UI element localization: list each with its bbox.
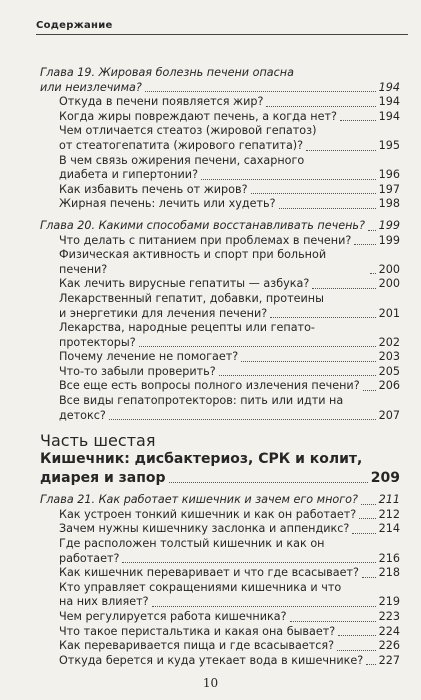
toc-entry-page: 194	[378, 95, 400, 109]
toc-entry	[40, 95, 400, 110]
toc-entry-title: Все еще есть вопросы полного излечения печени?	[59, 379, 360, 393]
chapter-19-title-line	[40, 66, 400, 81]
toc-entry-page: 214	[378, 522, 400, 536]
toc-entry-page: 195	[378, 138, 400, 152]
toc-entry-title: Как устроен тонкий кишечник и как он работает?	[59, 507, 357, 521]
toc-entry-title: Как избавить печень от жиров?	[59, 182, 248, 196]
chapter-19-entry	[40, 81, 400, 96]
toc-entry-title: Физическая активность и спорт при больной печени?	[59, 248, 327, 276]
toc-entry	[40, 350, 400, 365]
toc-entry-page: 226	[378, 639, 400, 653]
toc-entry-title: Откуда берется и куда утекает вода в кишечнике?	[59, 653, 364, 667]
toc-entry	[40, 639, 400, 654]
toc-entry-page: 200	[378, 262, 400, 276]
toc-entry	[40, 124, 400, 139]
toc-entry	[40, 595, 400, 610]
dot-leader	[266, 106, 375, 107]
toc-entry-title: Лекарства, народные рецепты или гепато-	[59, 321, 315, 335]
chapter-21-page: 211	[378, 493, 400, 507]
toc-entry	[40, 307, 400, 322]
dot-leader	[139, 346, 376, 347]
toc-entry-page: 218	[378, 566, 400, 580]
toc-entry	[40, 321, 400, 336]
toc-entry-title: Кто управляет сокращениями кишечника и что	[59, 580, 342, 594]
toc-entry-title: Почему лечение не помогает?	[59, 350, 239, 364]
chapter-19-items	[40, 95, 400, 212]
chapter-21-entry	[40, 493, 400, 508]
toc-entry	[40, 292, 400, 307]
part-6-title-line2: диарея и запор	[40, 470, 166, 487]
chapter-19-title-part1: Глава 19. Жировая болезнь печени опасна	[40, 66, 294, 79]
dot-leader	[290, 621, 376, 622]
toc-entry-title: Зачем нужны кишечнику заслонка и аппендикс?	[59, 522, 350, 536]
part-6-page: 209	[370, 470, 400, 487]
toc-entry-page: 194	[378, 109, 400, 123]
toc-entry	[40, 581, 400, 596]
chapter-19-page: 194	[378, 80, 400, 94]
toc-entry-title: Что-то забыли проверить?	[59, 364, 216, 378]
toc-entry-page: 197	[378, 182, 400, 196]
toc-entry-page: 227	[378, 653, 400, 667]
dot-leader	[338, 635, 375, 636]
part-6-entry	[40, 469, 400, 488]
dot-leader	[201, 179, 376, 180]
toc-entry	[40, 379, 400, 394]
dot-leader	[145, 91, 376, 92]
toc-entry	[40, 409, 400, 424]
toc-entry	[40, 110, 400, 125]
toc-entry-page: 196	[378, 168, 400, 182]
toc-entry	[40, 183, 400, 198]
toc-entry-page: 206	[378, 379, 400, 393]
toc-entry	[40, 139, 400, 154]
toc-entry-page: 207	[378, 408, 400, 422]
dot-leader	[241, 361, 375, 362]
toc-entry-title: детокс?	[59, 408, 106, 422]
toc-entry-title: Все виды гепатопротекторов: пить или идти на	[59, 394, 344, 408]
toc-entry-page: 202	[378, 335, 400, 349]
toc-entry	[40, 394, 400, 409]
chapter-20-items	[40, 234, 400, 424]
dot-leader	[122, 562, 375, 563]
toc-entry	[40, 154, 400, 169]
toc-entry-title: от стеатогепатита (жирового гепатита)?	[59, 138, 304, 152]
toc-entry-page: 212	[378, 507, 400, 521]
toc-entry	[40, 277, 400, 292]
toc-entry-title: Когда жиры повреждают печень, а когда нет?	[59, 109, 337, 123]
dot-leader	[306, 150, 376, 151]
toc-entry-title: Как переваривается пища и где всасывается?	[59, 639, 335, 653]
toc-entry	[40, 234, 400, 249]
toc-entry-title: Жирная печень: лечить или худеть?	[59, 197, 276, 211]
running-header: Содержание	[36, 20, 408, 35]
dot-leader	[363, 390, 376, 391]
toc-entry-title: Откуда в печени появляется жир?	[59, 95, 264, 109]
toc-entry-page: 223	[378, 610, 400, 623]
chapter-19-title-part2: или неизлечима?	[40, 80, 142, 94]
toc-entry-page: 205	[378, 364, 400, 378]
dot-leader	[362, 577, 376, 578]
toc-entry	[40, 168, 400, 183]
dot-leader	[337, 650, 376, 651]
toc-entry-title: Что такое перистальтика и какая она бывает?	[59, 624, 336, 638]
dot-leader	[109, 419, 376, 420]
toc-entry-title: Как кишечник переваривает и что где всасывает?	[59, 566, 359, 580]
dot-leader	[352, 533, 375, 534]
dot-leader	[340, 120, 376, 121]
toc-entry	[40, 610, 400, 625]
part-6-label: Часть шестая	[40, 431, 156, 451]
dot-leader	[152, 606, 376, 607]
toc-entry	[40, 522, 400, 537]
dot-leader	[361, 504, 376, 505]
toc-entry-title: Чем регулируется работа кишечника?	[59, 610, 287, 623]
dot-leader	[169, 482, 368, 483]
toc-entry	[40, 336, 400, 351]
toc-entry	[40, 625, 400, 640]
dot-leader	[359, 518, 375, 519]
toc-entry-title: диабета и гипертонии?	[59, 168, 199, 182]
chapter-20-page: 199	[378, 218, 400, 232]
chapter-21-items	[40, 508, 400, 669]
dot-leader	[368, 230, 376, 231]
toc-entry-page: 199	[378, 233, 400, 247]
toc-entry-title: Лекарственный гепатит, добавки, протеины	[59, 291, 324, 305]
dot-leader	[354, 244, 375, 245]
toc-entry	[40, 537, 400, 552]
dot-leader	[251, 193, 376, 194]
toc-entry	[40, 248, 400, 277]
toc-entry-page: 219	[378, 595, 400, 609]
chapter-20-title: Глава 20. Какими способами восстанавливать печень?	[40, 218, 365, 232]
toc-entry-title: Где расположен толстый кишечник и как он	[59, 537, 325, 551]
toc-entry-page: 200	[378, 277, 400, 291]
toc-entry-title: Чем отличается стеатоз (жировой гепатоз)	[59, 124, 317, 138]
toc-entry-title: и энергетики для лечения печени?	[59, 306, 268, 320]
toc-entry-page: 198	[378, 197, 400, 211]
toc-entry	[40, 566, 400, 581]
page-number: 10	[202, 676, 219, 690]
toc-entry	[40, 654, 400, 669]
toc-entry-title: Как лечить вирусные гепатиты — азбука?	[59, 277, 310, 291]
dot-leader	[270, 317, 375, 318]
toc-entry-title: протекторы?	[59, 335, 136, 349]
dot-leader	[219, 375, 376, 376]
table-of-contents	[40, 62, 400, 668]
toc-entry	[40, 197, 400, 212]
toc-entry-page: 216	[378, 551, 400, 565]
toc-entry-page: 203	[378, 350, 400, 364]
toc-entry	[40, 508, 400, 523]
dot-leader	[279, 208, 376, 209]
toc-entry	[40, 365, 400, 380]
part-6-title-line1: Кишечник: дисбактериоз, СРК и колит,	[40, 451, 363, 468]
dot-leader	[312, 288, 375, 289]
dot-leader	[370, 273, 376, 274]
toc-entry-page: 201	[378, 306, 400, 320]
dot-leader	[366, 664, 375, 665]
toc-entry-title: работает?	[59, 551, 120, 565]
toc-entry-title: на них влияет?	[59, 595, 149, 609]
toc-entry-title: Что делать с питанием при проблемах в печени?	[59, 233, 352, 247]
toc-entry-page: 224	[378, 624, 400, 638]
toc-entry	[40, 552, 400, 567]
toc-entry-title: В чем связь ожирения печени, сахарного	[59, 153, 305, 167]
chapter-20-entry	[40, 219, 400, 234]
chapter-21-title: Глава 21. Как работает кишечник и зачем его много?	[40, 493, 358, 507]
